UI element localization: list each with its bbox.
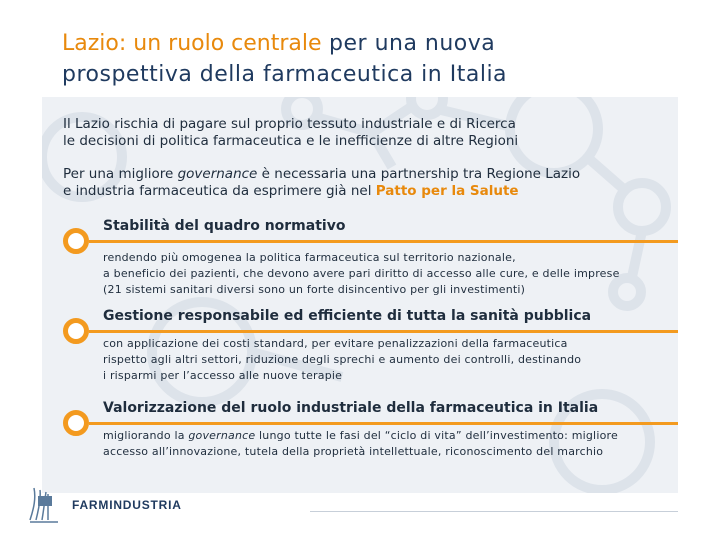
item-3-body <box>103 428 683 460</box>
title-line-2: prospettiva della farmaceutica in Italia <box>62 62 508 87</box>
item-1-body <box>103 250 683 298</box>
bullet-circle-2 <box>63 318 89 344</box>
intro-p1-line2: le decisioni di politica farmaceutica e le inefficienze di altre Regioni <box>63 133 519 149</box>
item-3-line-1-rest: lungo tutte le fasi del “ciclo di vita” dell’investimento: migliore <box>255 429 618 442</box>
item-2-heading: Gestione responsabile ed efficiente di tutta la sanità pubblica <box>103 308 592 324</box>
intro-p2-governance: governance <box>177 166 258 182</box>
item-1-line-2: a beneficio dei pazienti, che devono avere pari diritto di accesso alle cure, e delle imprese <box>103 267 620 280</box>
item-2-line-2: rispetto agli altri settori, riduzione degli sprechi e aumento dei controlli, destinando <box>103 353 582 366</box>
title-rest: per una nuova <box>321 31 496 56</box>
item-2-body <box>103 336 683 384</box>
patto-per-la-salute-highlight: Patto per la Salute <box>375 183 519 199</box>
farmindustria-emblem-icon <box>24 484 70 528</box>
item-3-line-2: accesso all’innovazione, tutela della proprietà intellettuale, riconoscimento del marchio <box>103 445 604 458</box>
logo-text: FARMINDUSTRIA <box>72 498 182 512</box>
footer-divider <box>310 511 678 512</box>
item-3-heading: Valorizzazione del ruolo industriale della farmaceutica in Italia <box>103 400 599 416</box>
item-1-heading: Stabilità del quadro normativo <box>103 218 346 234</box>
item-3-line-1-prefix: migliorando la <box>103 429 189 442</box>
item-1-line-1: rendendo più omogenea la politica farmaceutica sul territorio nazionale, <box>103 251 516 264</box>
intro-p2-line1-rest: è necessaria una partnership tra Regione Lazio <box>257 166 581 182</box>
item-3-governance: governance <box>188 429 256 442</box>
intro-paragraph-1 <box>63 116 683 150</box>
title-highlight: Lazio: un ruolo centrale <box>62 31 322 56</box>
item-2-line-1: con applicazione dei costi standard, per evitare penalizzazioni della farmaceutica <box>103 337 568 350</box>
bullet-rule-1 <box>89 240 678 243</box>
intro-p2-line2-prefix: e industria farmaceutica da esprimere già nel <box>63 183 376 199</box>
bullet-circle-1 <box>63 228 89 254</box>
farmindustria-logo <box>24 484 244 528</box>
bullet-rule-3 <box>89 422 678 425</box>
intro-p1-line1: Il Lazio rischia di pagare sul proprio tessuto industriale e di Ricerca <box>63 116 516 132</box>
intro-paragraph-2 <box>63 166 683 200</box>
slide-title <box>62 28 682 90</box>
bullet-rule-2 <box>89 330 678 333</box>
intro-p2-prefix: Per una migliore <box>63 166 178 182</box>
item-1-line-3: (21 sistemi sanitari diversi sono un forte disincentivo per gli investimenti) <box>103 283 526 296</box>
bullet-circle-3 <box>63 410 89 436</box>
item-2-line-3: i risparmi per l’accesso alle nuove terapie <box>103 369 343 382</box>
